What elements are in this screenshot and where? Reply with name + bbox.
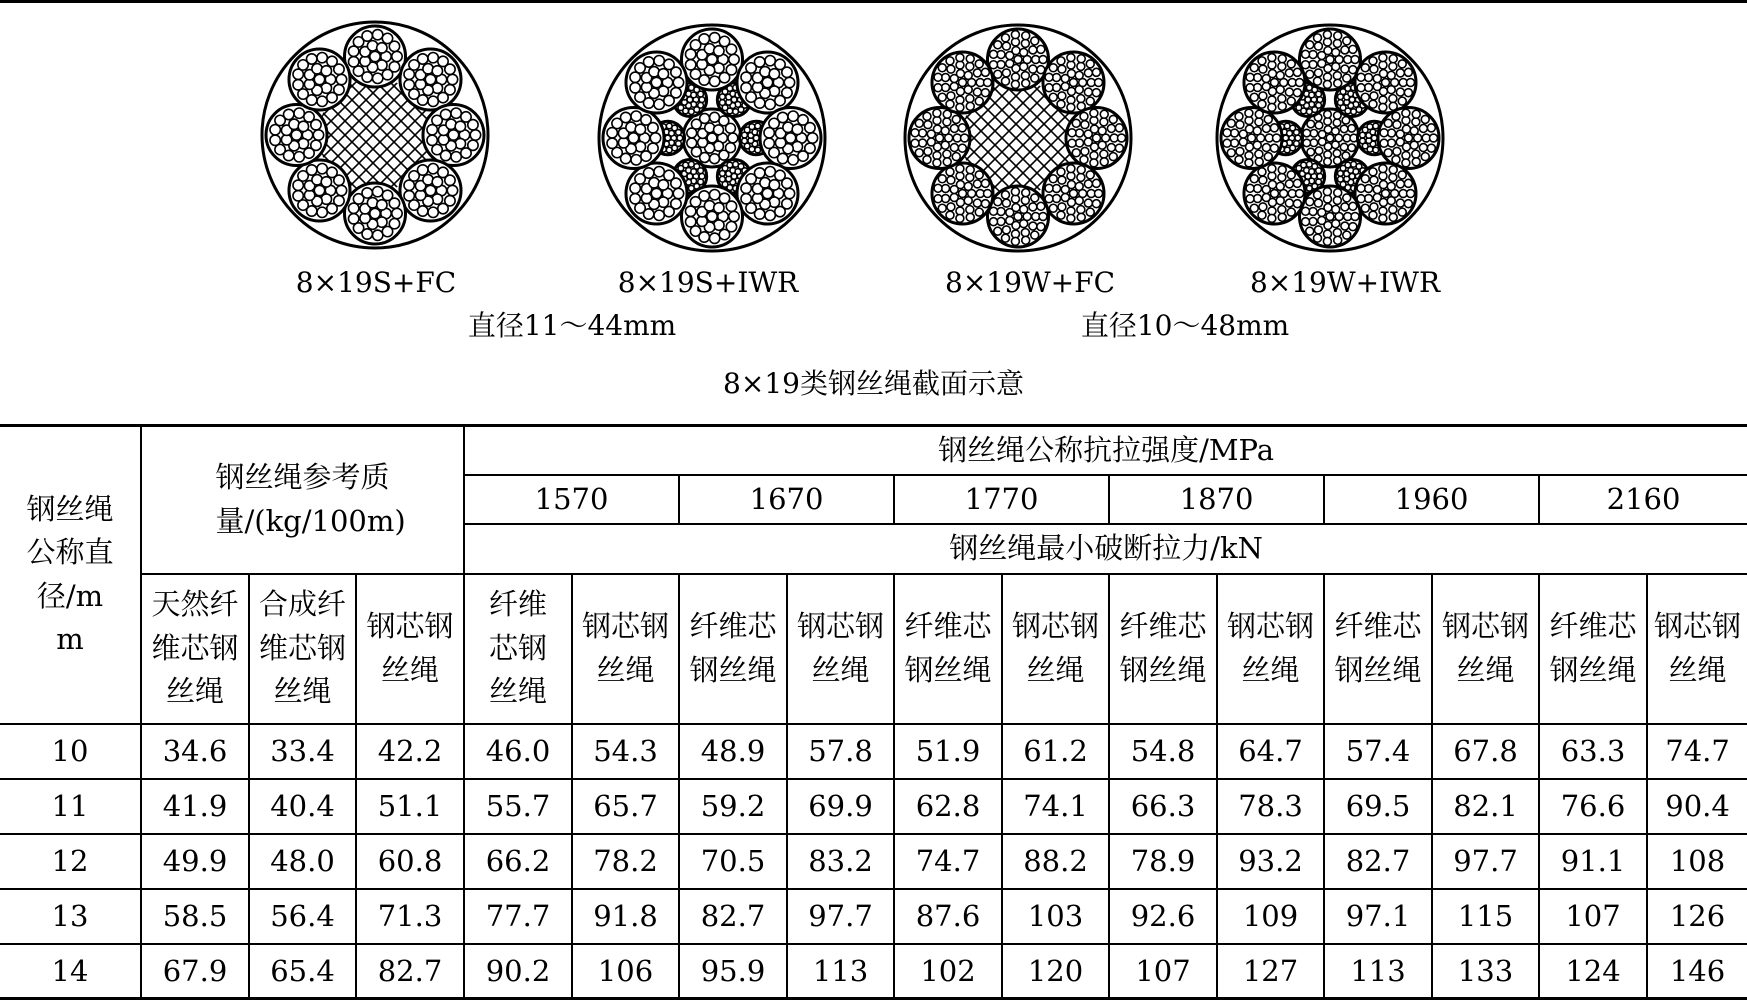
strength-grade-1960: 1960 [1324, 475, 1539, 524]
strength-grade-1670: 1670 [679, 475, 894, 524]
force-subhead [1324, 574, 1432, 724]
value-cell: 97.1 [1324, 889, 1432, 944]
force-subhead-text: 纤维芯钢丝绳 [1334, 609, 1422, 687]
rope-label-2: 8×19S+IWR [617, 266, 799, 299]
value-cell: 127 [1217, 944, 1324, 999]
header-strength: 钢丝绳公称抗拉强度/MPa [464, 426, 1747, 475]
value-cell: 113 [1324, 944, 1432, 999]
force-subhead-text: 纤维芯钢丝绳 [1549, 609, 1637, 687]
value-cell: 88.2 [1002, 834, 1109, 889]
header-breaking-force: 钢丝绳最小破断拉力/kN [464, 524, 1747, 574]
figure-caption: 8×19类钢丝绳截面示意 [723, 367, 1024, 400]
force-subhead [1539, 574, 1647, 724]
value-cell: 41.9 [141, 779, 249, 834]
value-cell: 83.2 [787, 834, 894, 889]
value-cell: 78.9 [1109, 834, 1217, 889]
value-cell: 76.6 [1539, 779, 1647, 834]
value-cell: 33.4 [249, 724, 356, 779]
force-subhead [679, 574, 787, 724]
table-row [0, 834, 1747, 889]
mass-subhead-text: 合成纤维芯钢丝绳 [258, 587, 346, 709]
value-cell: 103 [1002, 889, 1109, 944]
value-cell: 106 [572, 944, 679, 999]
value-cell: 56.4 [249, 889, 356, 944]
value-cell: 62.8 [894, 779, 1002, 834]
value-cell: 59.2 [679, 779, 787, 834]
value-cell: 107 [1109, 944, 1217, 999]
value-cell: 63.3 [1539, 724, 1647, 779]
table-row [0, 889, 1747, 944]
value-cell: 64.7 [1217, 724, 1324, 779]
strength-grade-1770: 1770 [894, 475, 1109, 524]
mass-subhead [141, 574, 249, 724]
value-cell: 82.1 [1432, 779, 1539, 834]
force-subhead [1432, 574, 1539, 724]
wire-rope-spec-table [0, 424, 1747, 1000]
value-cell: 60.8 [356, 834, 464, 889]
value-cell: 102 [894, 944, 1002, 999]
mass-subhead [249, 574, 356, 724]
value-cell: 91.8 [572, 889, 679, 944]
rope-cross-section [1217, 25, 1443, 251]
value-cell: 55.7 [464, 779, 572, 834]
value-cell: 133 [1432, 944, 1539, 999]
force-subhead-text: 钢芯钢丝绳 [1012, 609, 1100, 687]
value-cell: 82.7 [1324, 834, 1432, 889]
value-cell: 90.4 [1647, 779, 1747, 834]
value-cell: 78.3 [1217, 779, 1324, 834]
value-cell: 77.7 [464, 889, 572, 944]
value-cell: 108 [1647, 834, 1747, 889]
header-mass [141, 426, 464, 574]
strength-grade-2160: 2160 [1539, 475, 1747, 524]
value-cell: 78.2 [572, 834, 679, 889]
force-subhead [1109, 574, 1217, 724]
rope-label-3: 8×19W+FC [945, 266, 1115, 299]
diameter-range-right: 直径10～48mm [1080, 309, 1290, 342]
value-cell: 51.9 [894, 724, 1002, 779]
diameter-cell: 11 [0, 779, 141, 834]
value-cell: 82.7 [679, 889, 787, 944]
value-cell: 42.2 [356, 724, 464, 779]
value-cell: 92.6 [1109, 889, 1217, 944]
force-subhead-text: 钢芯钢丝绳 [797, 609, 885, 687]
header-diameter-text: 钢丝绳公称直径/mm [26, 491, 114, 657]
value-cell: 65.7 [572, 779, 679, 834]
value-cell: 82.7 [356, 944, 464, 999]
force-subhead-text: 纤维芯钢丝绳 [904, 609, 992, 687]
diameter-cell: 13 [0, 889, 141, 944]
value-cell: 124 [1539, 944, 1647, 999]
value-cell: 97.7 [787, 889, 894, 944]
force-subhead [894, 574, 1002, 724]
value-cell: 61.2 [1002, 724, 1109, 779]
force-subhead-text: 纤维芯钢丝绳 [689, 609, 777, 687]
rope-label-4: 8×19W+IWR [1249, 266, 1441, 299]
value-cell: 69.5 [1324, 779, 1432, 834]
value-cell: 58.5 [141, 889, 249, 944]
force-subhead [572, 574, 679, 724]
diameter-range-left: 直径11～44mm [467, 309, 677, 342]
value-cell: 69.9 [787, 779, 894, 834]
force-subhead [1217, 574, 1324, 724]
mass-subhead-text: 钢芯钢丝绳 [366, 609, 454, 687]
value-cell: 71.3 [356, 889, 464, 944]
force-subhead [1647, 574, 1747, 724]
value-cell: 57.4 [1324, 724, 1432, 779]
header-diameter [0, 426, 141, 724]
value-cell: 46.0 [464, 724, 572, 779]
force-subhead-text: 钢芯钢丝绳 [1654, 609, 1742, 687]
value-cell: 65.4 [249, 944, 356, 999]
table-row [0, 779, 1747, 834]
value-cell: 67.8 [1432, 724, 1539, 779]
value-cell: 113 [787, 944, 894, 999]
force-subhead-text: 钢芯钢丝绳 [1227, 609, 1315, 687]
mass-subhead [356, 574, 464, 724]
value-cell: 51.1 [356, 779, 464, 834]
value-cell: 146 [1647, 944, 1747, 999]
value-cell: 74.1 [1002, 779, 1109, 834]
value-cell: 34.6 [141, 724, 249, 779]
value-cell: 126 [1647, 889, 1747, 944]
value-cell: 66.3 [1109, 779, 1217, 834]
rope-cross-section-figure [0, 0, 1747, 420]
rope-cross-section [599, 25, 825, 251]
value-cell: 48.0 [249, 834, 356, 889]
value-cell: 93.2 [1217, 834, 1324, 889]
value-cell: 107 [1539, 889, 1647, 944]
force-subhead-text: 钢芯钢丝绳 [1442, 609, 1530, 687]
value-cell: 95.9 [679, 944, 787, 999]
diameter-cell: 12 [0, 834, 141, 889]
mass-subhead-text: 天然纤维芯钢丝绳 [151, 587, 239, 709]
force-subhead [464, 574, 572, 724]
value-cell: 115 [1432, 889, 1539, 944]
force-subhead-text: 纤维芯钢丝绳 [1119, 609, 1207, 687]
value-cell: 67.9 [141, 944, 249, 999]
value-cell: 91.1 [1539, 834, 1647, 889]
table-row [0, 724, 1747, 779]
value-cell: 40.4 [249, 779, 356, 834]
table-row [0, 944, 1747, 999]
value-cell: 120 [1002, 944, 1109, 999]
strength-grade-1870: 1870 [1109, 475, 1324, 524]
force-subhead-text: 纤维芯钢丝绳 [489, 587, 548, 709]
force-subhead [787, 574, 894, 724]
value-cell: 87.6 [894, 889, 1002, 944]
force-subhead [1002, 574, 1109, 724]
diameter-cell: 14 [0, 944, 141, 999]
value-cell: 54.3 [572, 724, 679, 779]
value-cell: 90.2 [464, 944, 572, 999]
force-subhead-text: 钢芯钢丝绳 [582, 609, 670, 687]
value-cell: 57.8 [787, 724, 894, 779]
value-cell: 70.5 [679, 834, 787, 889]
value-cell: 97.7 [1432, 834, 1539, 889]
value-cell: 74.7 [894, 834, 1002, 889]
value-cell: 66.2 [464, 834, 572, 889]
value-cell: 49.9 [141, 834, 249, 889]
strength-grade-1570: 1570 [464, 475, 679, 524]
value-cell: 109 [1217, 889, 1324, 944]
value-cell: 74.7 [1647, 724, 1747, 779]
value-cell: 48.9 [679, 724, 787, 779]
value-cell: 54.8 [1109, 724, 1217, 779]
rope-label-1: 8×19S+FC [295, 266, 457, 299]
header-mass-text: 钢丝绳参考质量/(kg/100m) [215, 460, 406, 538]
diameter-cell: 10 [0, 724, 141, 779]
